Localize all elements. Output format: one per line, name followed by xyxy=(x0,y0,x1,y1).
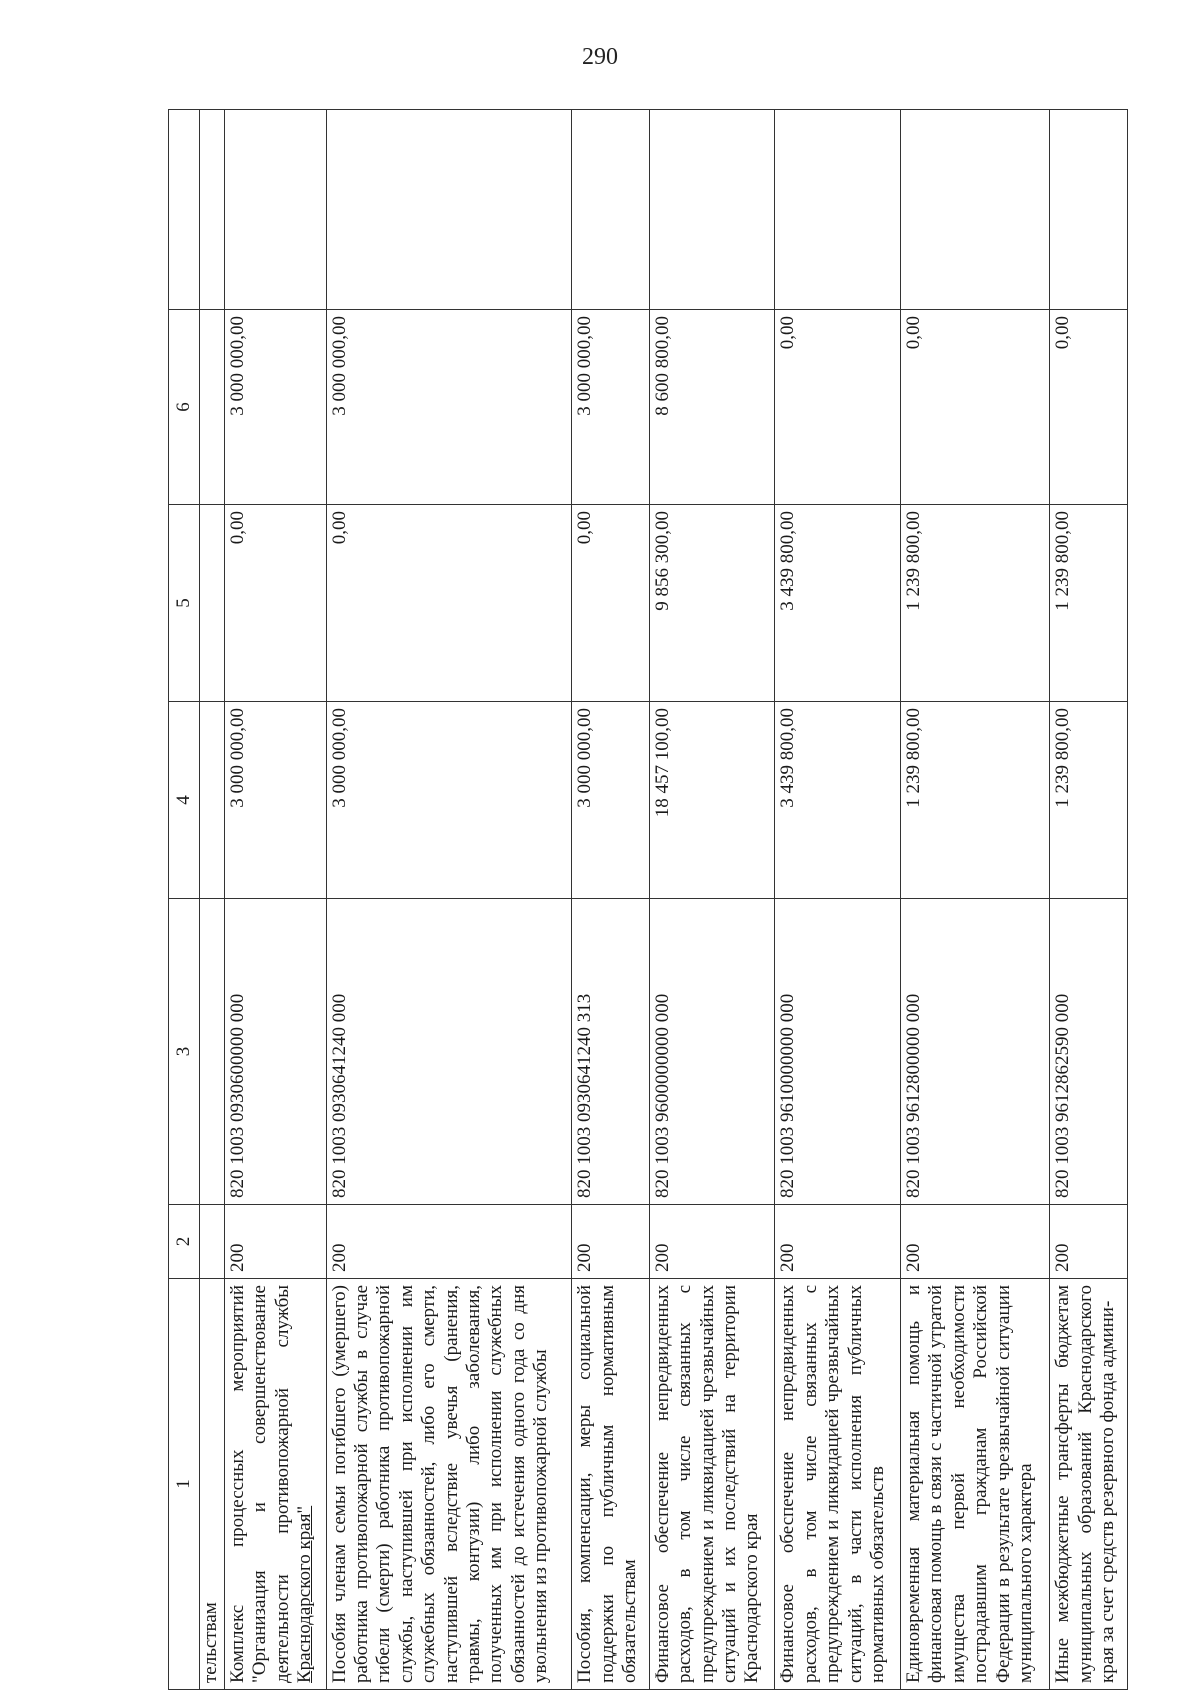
table-row xyxy=(225,110,327,1690)
row-value-4: 18 457 100,00 xyxy=(649,702,775,899)
row-kbk: 820 1003 9600000000 000 xyxy=(649,899,775,1205)
row-value-5: 0,00 xyxy=(225,505,327,702)
table-row xyxy=(1050,110,1128,1690)
row-value-6: 3 000 000,00 xyxy=(326,310,572,505)
table-header-row xyxy=(169,110,200,1690)
row-code: 200 xyxy=(326,1205,572,1279)
row-kbk: 820 1003 0930641240 313 xyxy=(572,899,649,1205)
row-name: Финансовое обеспечение непредвиденных расходов, в том числе связанных с предупреждением и ликвидацией чрезвычайных ситуаций и их последствий на территории Краснодарского края xyxy=(649,1279,775,1690)
row-value-4: 3 439 800,00 xyxy=(775,702,901,899)
row-code: 200 xyxy=(1050,1205,1128,1279)
row-value-6: 8 600 800,00 xyxy=(649,310,775,505)
row-value-5: 1 239 800,00 xyxy=(900,505,1050,702)
header-cell-3: 3 xyxy=(169,899,200,1205)
header-cell-1: 1 xyxy=(169,1279,200,1690)
row-value-4: 3 000 000,00 xyxy=(326,702,572,899)
row-kbk: 820 1003 9610000000 000 xyxy=(775,899,901,1205)
header-cell-2: 2 xyxy=(169,1205,200,1279)
row-code: 200 xyxy=(572,1205,649,1279)
row-name: Иные межбюджетные трансферты бюджетам муниципальных образований Краснодарского края за счет средств резервного фонда админи- xyxy=(1050,1279,1128,1690)
header-cell-blank xyxy=(169,110,200,310)
table-row xyxy=(775,110,901,1690)
table-row xyxy=(572,110,649,1690)
row-code: 200 xyxy=(225,1205,327,1279)
row-code: 200 xyxy=(775,1205,901,1279)
row-value-6: 3 000 000,00 xyxy=(225,310,327,505)
row-value-6: 0,00 xyxy=(775,310,901,505)
row-value-6: 3 000 000,00 xyxy=(572,310,649,505)
continuation-row xyxy=(200,110,225,1690)
budget-table xyxy=(168,109,1128,1690)
table-row xyxy=(649,110,775,1690)
row-kbk: 820 1003 9612800000 000 xyxy=(900,899,1050,1205)
row-value-4: 3 000 000,00 xyxy=(225,702,327,899)
row-value-5: 1 239 800,00 xyxy=(1050,505,1128,702)
row-name: Финансовое обеспечение непредвиденных расходов, в том числе связанных с предупреждением и ликвидацией чрезвычайных ситуаций, в части исполнения публичных нормативных обязательств xyxy=(775,1279,901,1690)
page-number: 290 xyxy=(582,44,618,70)
row-name: Пособия, компенсации, меры социальной поддержки по публичным нормативным обязательствам xyxy=(572,1279,649,1690)
row-kbk: 820 1003 0930641240 000 xyxy=(326,899,572,1205)
row-code: 200 xyxy=(900,1205,1050,1279)
row-value-5: 0,00 xyxy=(572,505,649,702)
header-cell-6: 6 xyxy=(169,310,200,505)
header-cell-4: 4 xyxy=(169,702,200,899)
row-name: Комплекс процессных мероприятий "Организация и совершенствование деятельности противопожарной службы Краснодарского края" xyxy=(225,1279,327,1690)
row-value-4: 1 239 800,00 xyxy=(900,702,1050,899)
row-value-6: 0,00 xyxy=(1050,310,1128,505)
row-name: Единовременная материальная помощь и финансовая помощь в связи с частичной утратой имущества первой необходимости пострадавшим гражданам Российской Федерации в результате чрезвычайной ситуации муниципального характера xyxy=(900,1279,1050,1690)
row-name-underlined: Краснодарского края" xyxy=(294,1505,316,1683)
row-value-5: 9 856 300,00 xyxy=(649,505,775,702)
row-kbk: 820 1003 9612862590 000 xyxy=(1050,899,1128,1205)
table-row xyxy=(326,110,572,1690)
continuation-name: тельствам xyxy=(200,1279,225,1690)
row-name: Пособия членам семьи погибшего (умершего) работника противопожарной службы в случае гибели (смерти) работника противопожарной службы, наступившей при исполнении им служебных обязанностей, либо его смерти, наступившей вследствие увечья (ранения, травмы, контузии) либо заболевания, полученных им при исполнении служебных обязанностей до истечения одного года со дня увольнения из противопожарной службы xyxy=(326,1279,572,1690)
header-cell-5: 5 xyxy=(169,505,200,702)
row-code: 200 xyxy=(649,1205,775,1279)
row-value-5: 3 439 800,00 xyxy=(775,505,901,702)
row-value-4: 3 000 000,00 xyxy=(572,702,649,899)
table-row xyxy=(900,110,1050,1690)
row-value-4: 1 239 800,00 xyxy=(1050,702,1128,899)
rotated-table-wrapper xyxy=(168,110,1128,1690)
row-value-6: 0,00 xyxy=(900,310,1050,505)
row-kbk: 820 1003 0930600000 000 xyxy=(225,899,327,1205)
row-value-5: 0,00 xyxy=(326,505,572,702)
